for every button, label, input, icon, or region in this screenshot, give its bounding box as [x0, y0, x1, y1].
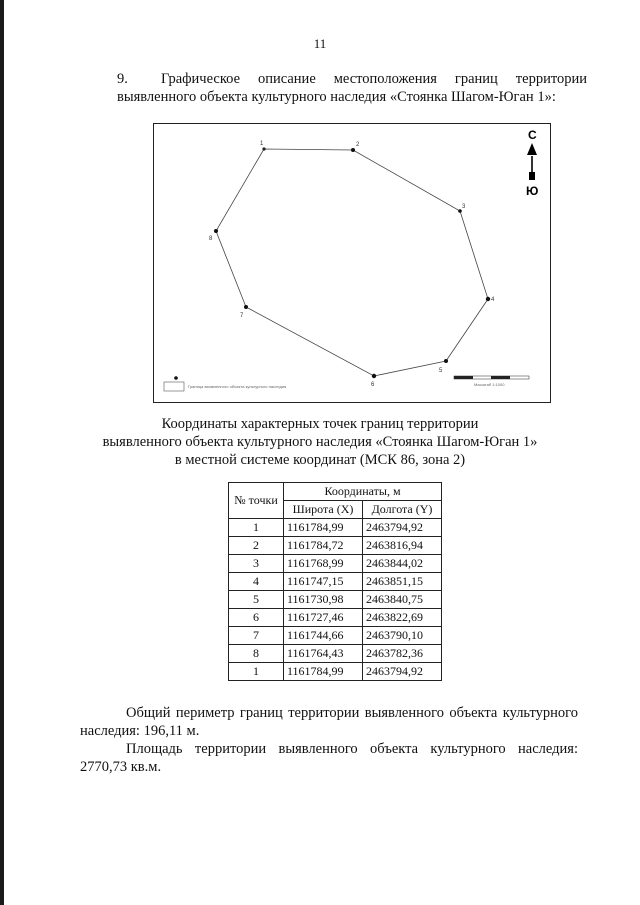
cell-point-number: 1	[229, 519, 284, 537]
boundary-points	[214, 147, 490, 378]
coordinates-table	[228, 482, 442, 681]
arrow-base-icon	[529, 172, 535, 180]
point-label-4: 4	[491, 297, 495, 303]
cell-latitude: 1161744,66	[284, 627, 363, 645]
cell-longitude: 2463851,15	[363, 573, 442, 591]
table-row	[229, 645, 442, 663]
point-marker-6	[372, 374, 376, 378]
point-marker-8	[214, 229, 218, 233]
table-caption	[0, 415, 640, 469]
section-number: 9.	[117, 71, 128, 87]
col-header-lat: Широта (X)	[284, 501, 363, 519]
page-number: 11	[313, 36, 327, 51]
cell-longitude: 2463794,92	[363, 519, 442, 537]
cell-latitude: 1161764,43	[284, 645, 363, 663]
cell-point-number: 6	[229, 609, 284, 627]
legend-text: Граница выявленного объекта культурного наследия	[188, 384, 287, 389]
point-label-5: 5	[439, 368, 443, 374]
cell-latitude: 1161727,46	[284, 609, 363, 627]
scale-text: Масштаб 1:1000	[474, 382, 505, 387]
point-marker-2	[351, 148, 355, 152]
cell-latitude: 1161784,99	[284, 519, 363, 537]
cell-point-number: 1	[229, 663, 284, 681]
cell-latitude: 1161784,99	[284, 663, 363, 681]
table-row	[229, 609, 442, 627]
table-row	[229, 537, 442, 555]
section-heading	[117, 70, 587, 106]
cell-longitude: 2463822,69	[363, 609, 442, 627]
caption-line-1: Координаты характерных точек границ территории	[161, 416, 479, 432]
caption-line-2: выявленного объекта культурного наследия «Стоянка Шагом-Юган 1»	[102, 434, 538, 450]
legend-point-icon	[174, 376, 178, 380]
compass-north-label: С	[528, 128, 537, 142]
cell-point-number: 4	[229, 573, 284, 591]
cell-latitude: 1161768,99	[284, 555, 363, 573]
point-marker-5	[444, 359, 448, 363]
boundary-map	[153, 123, 551, 403]
cell-longitude: 2463782,36	[363, 645, 442, 663]
col-header-point: № точки	[229, 483, 284, 519]
cell-longitude: 2463790,10	[363, 627, 442, 645]
cell-latitude: 1161747,15	[284, 573, 363, 591]
cell-longitude: 2463844,02	[363, 555, 442, 573]
table-row	[229, 663, 442, 681]
point-label-3: 3	[462, 204, 466, 210]
point-marker-1	[262, 147, 265, 150]
cell-point-number: 7	[229, 627, 284, 645]
map-legend	[164, 376, 286, 391]
scale-bar	[454, 376, 529, 387]
section-heading-text: Графическое описание местоположения границ территории выявленного объекта культурного наследия «Стоянка Шагом-Юган 1»:	[117, 71, 587, 105]
cell-point-number: 3	[229, 555, 284, 573]
table-row	[229, 519, 442, 537]
table-row	[229, 573, 442, 591]
col-header-coords: Координаты, м	[284, 483, 442, 501]
table-row	[229, 591, 442, 609]
cell-point-number: 5	[229, 591, 284, 609]
boundary-map-svg	[154, 124, 550, 402]
cell-point-number: 2	[229, 537, 284, 555]
point-marker-7	[244, 305, 248, 309]
table-row	[229, 627, 442, 645]
point-marker-4	[486, 297, 490, 301]
col-header-lon: Долгота (Y)	[363, 501, 442, 519]
boundary-polygon	[216, 149, 488, 376]
cell-point-number: 8	[229, 645, 284, 663]
point-label-6: 6	[371, 382, 375, 388]
cell-longitude: 2463840,75	[363, 591, 442, 609]
legend-swatch	[164, 382, 184, 391]
caption-line-3: в местной системе координат (МСК 86, зона 2)	[174, 452, 466, 468]
area-paragraph: Площадь территории выявленного объекта культурного наследия: 2770,73 кв.м.	[80, 741, 578, 775]
cell-latitude: 1161784,72	[284, 537, 363, 555]
arrow-head-icon	[527, 143, 537, 155]
point-label-7: 7	[240, 313, 244, 319]
table-body	[229, 519, 442, 681]
table-row	[229, 555, 442, 573]
perimeter-paragraph: Общий периметр границ территории выявленного объекта культурного наследия: 196,11 м.	[80, 705, 578, 739]
cell-longitude: 2463816,94	[363, 537, 442, 555]
cell-longitude: 2463794,92	[363, 663, 442, 681]
cell-latitude: 1161730,98	[284, 591, 363, 609]
compass-south-label: Ю	[526, 184, 539, 198]
point-label-1: 1	[260, 141, 264, 147]
point-label-8: 8	[209, 236, 213, 242]
north-arrow	[526, 128, 538, 198]
table-header-row	[229, 483, 442, 501]
point-label-2: 2	[356, 142, 360, 148]
